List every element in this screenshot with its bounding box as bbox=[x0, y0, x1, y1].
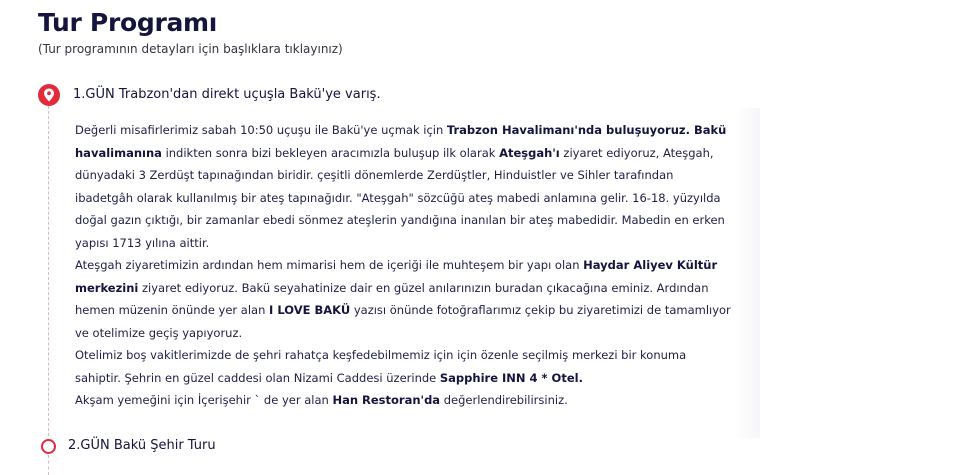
highlight-text: Ateşgah'ı bbox=[499, 145, 560, 160]
page-subtitle: (Tur programının detayları için başlıklara tıklayınız) bbox=[38, 42, 343, 56]
body-text: değerlendirebilirsiniz. bbox=[440, 393, 568, 407]
body-text: ziyaret ediyoruz, Ateşgah, dünyadaki 3 Zerdüşt tapınağından biridir. çeşitli dönemlerde Zerdüştler, Hinduistler ve Sihler tarafından ibadetgâh olarak kullanılmış bir ateş tapınağıdır. "Ateşgah" sözcüğü ateş mabedi anlamına gelir. 16-18. yüzyılda doğal gazın çıktığı, bir zamanlar ebedi sönmez ateşlerin yandığına inanılan bir ateş mabedidir. Mabedin en erken yapısı 1713 yılına aittir. bbox=[75, 145, 725, 250]
highlight-text: Trabzon Havalimanı'nda buluşuyoruz. Bakü havalimanına bbox=[75, 123, 727, 160]
day-1-paragraph bbox=[75, 254, 735, 344]
day-1-paragraph bbox=[75, 119, 735, 254]
body-text: indikten sonra bizi bekleyen aracımızla buluşup ilk olarak bbox=[161, 145, 500, 160]
map-pin-glyph bbox=[43, 88, 55, 102]
page-title: Tur Programı bbox=[38, 8, 218, 37]
body-text: yazısı önünde fotoğraflarımız çekip bu ziyaretimizi de tamamlıyor ve otelimize geçiş yapıyoruz. bbox=[75, 303, 731, 340]
map-pin-icon[interactable] bbox=[38, 84, 60, 106]
highlight-text: Haydar Aliyev Kültür merkezini bbox=[75, 258, 718, 295]
highlight-text: Sapphire INN 4 * Otel. bbox=[439, 370, 583, 385]
body-text: ziyaret ediyoruz. Bakü seyahatinize dair en güzel anılarınızın buradan çıkacağına eminiz. Ardından hemen müzenin önünde yer alan bbox=[75, 280, 709, 317]
day-1-title[interactable]: 1.GÜN Trabzon'dan direkt uçuşla Bakü'ye varış. bbox=[73, 87, 381, 102]
highlight-text: Han Restoran'da bbox=[332, 393, 441, 407]
timeline-connector-bottom bbox=[48, 455, 49, 475]
day-1-paragraph bbox=[75, 389, 735, 412]
day-2-title[interactable]: 2.GÜN Bakü Şehir Turu bbox=[68, 438, 216, 453]
body-text: Ateşgah ziyaretimizin ardından hem mimarisi hem de içeriği ile muhteşem bir yapı olan bbox=[75, 258, 584, 272]
timeline-connector bbox=[48, 106, 49, 436]
body-text: Akşam yemeğini için İçerişehir ` de yer alan bbox=[75, 393, 333, 407]
day-1-content bbox=[75, 119, 735, 412]
body-text: Değerli misafirlerimiz sabah 10:50 uçuşu ile Bakü'ye uçmak için bbox=[75, 123, 447, 137]
content-edge-shade bbox=[735, 108, 760, 438]
day-1-paragraph bbox=[75, 344, 735, 389]
highlight-text: I LOVE BAKÜ bbox=[269, 303, 351, 317]
body-text: Otelimiz boş vakitlerimizde de şehri rahatça keşfedebilmemiz için için özenle seçilmiş merkezi bir konuma sahiptir. Şehrin en güzel caddesi olan Nizami Caddesi üzerinde bbox=[75, 348, 687, 385]
ring-dot-icon[interactable] bbox=[41, 439, 56, 454]
